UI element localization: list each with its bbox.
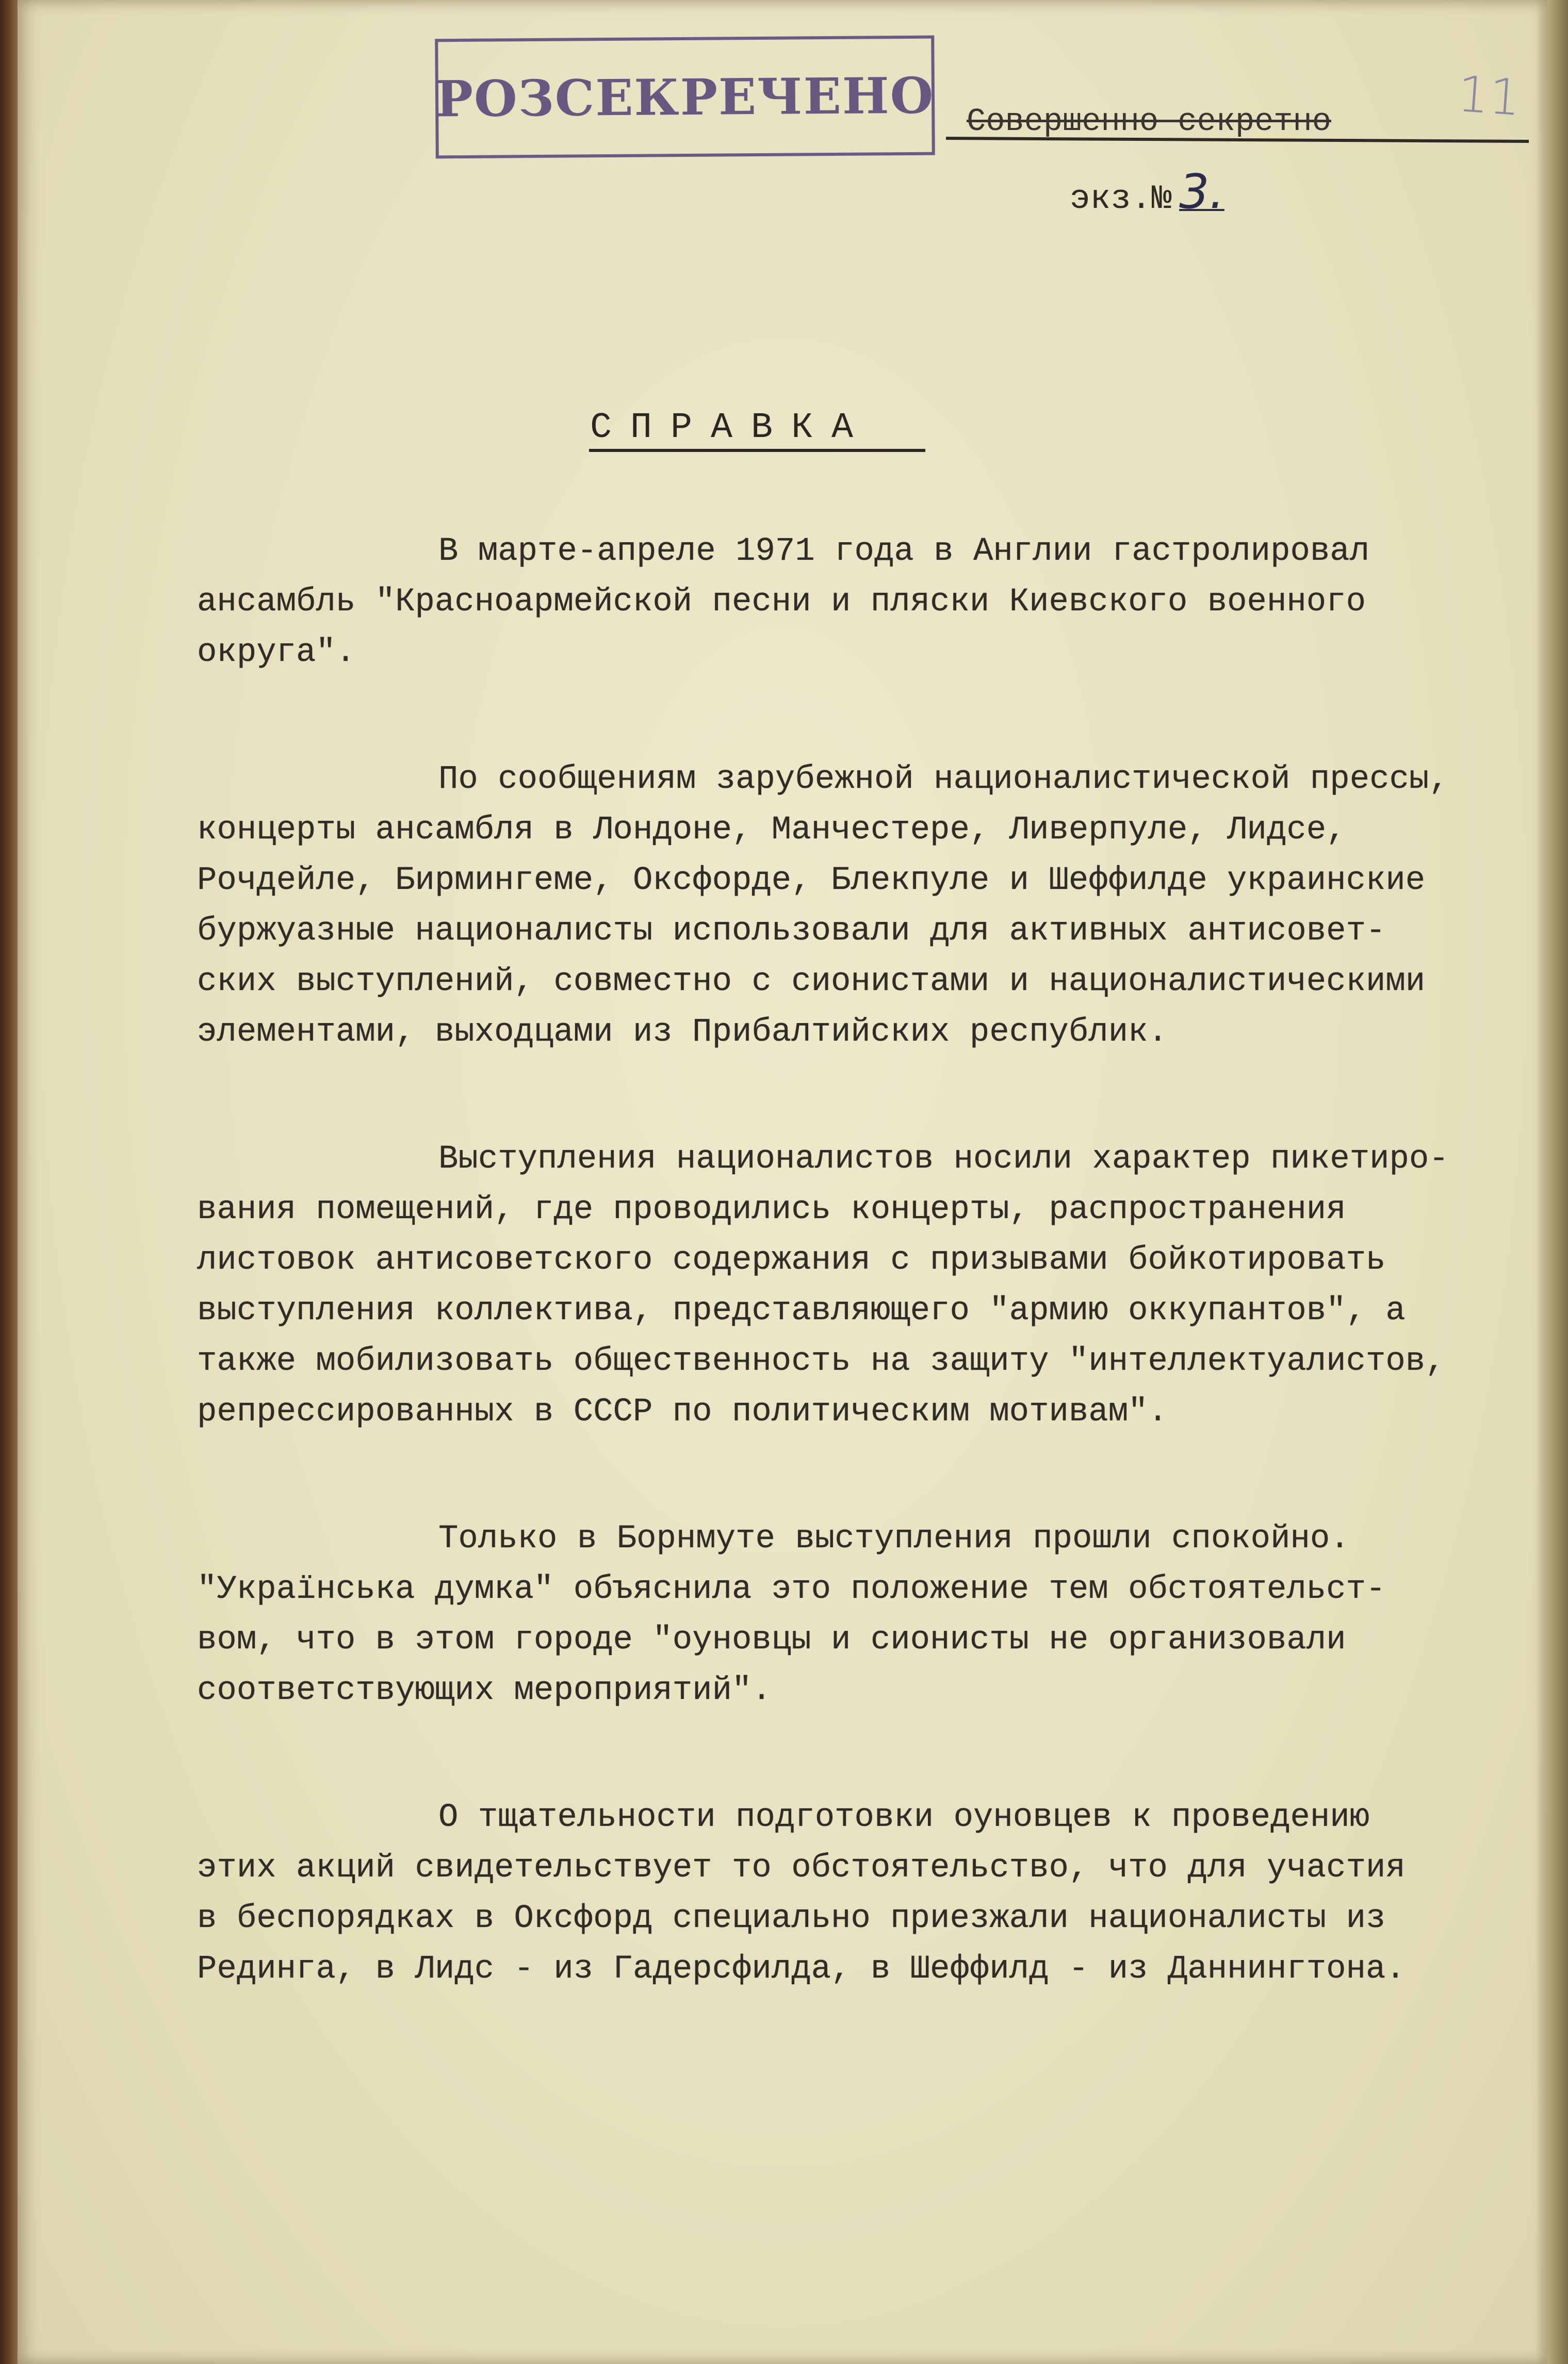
text-line: элементами, выходцами из Прибалтийских республик. <box>197 1014 1168 1051</box>
paragraph-5 <box>197 1792 1547 1995</box>
copy-label: экз.№ <box>1070 180 1172 218</box>
title-underline <box>589 449 925 452</box>
document-title: СПРАВКА <box>590 408 872 448</box>
text-line: Рединга, в Лидс - из Гадерсфилда, в Шеффилд - из Даннингтона. <box>197 1951 1406 1988</box>
paragraph-2 <box>197 754 1547 1058</box>
document-body <box>197 526 1547 2071</box>
text-line: Рочдейле, Бирмингеме, Оксфорде, Блекпуле и Шеффилде украинские <box>197 862 1426 899</box>
text-line: округа". <box>197 634 356 671</box>
text-line: выступления коллектива, представляющего "армию оккупантов", а <box>197 1292 1406 1330</box>
declassified-stamp <box>435 36 935 159</box>
paragraph-1 <box>197 526 1547 678</box>
binder-right-edge <box>1547 0 1568 2364</box>
binder-left-edge <box>0 0 18 2364</box>
text-line: концерты ансамбля в Лондоне, Манчестере, Ливерпуле, Лидсе, <box>197 812 1346 849</box>
stamp-text: РОЗСЕКРЕЧЕНО <box>435 66 935 128</box>
text-line: По сообщениям зарубежной националистической прессы, <box>438 761 1449 798</box>
copy-number-value: 3. <box>1179 164 1224 219</box>
text-line: также мобилизовать общественность на защиту "интеллектуалистов, <box>197 1343 1445 1380</box>
folio-number: 11 <box>1456 64 1523 127</box>
classification-label: Совершенно секретно <box>967 103 1331 140</box>
text-line: ансамбль "Красноармейской песни и пляски Киевского военного <box>197 584 1366 621</box>
document-page <box>18 0 1547 2364</box>
text-line: соответствующих мероприятий". <box>197 1672 772 1709</box>
text-line: буржуазные националисты использовали для активных антисовет- <box>197 913 1386 950</box>
text-line: Выступления националистов носили характер пикетиро- <box>438 1141 1449 1178</box>
text-line: листовок антисоветского содержания с призывами бойкотировать <box>197 1242 1386 1279</box>
text-line: репрессированных в СССР по политическим мотивам". <box>197 1394 1168 1431</box>
copy-number <box>1070 164 1224 219</box>
text-line: В марте-апреле 1971 года в Англии гастролировал <box>438 533 1370 570</box>
text-line: Только в Борнмуте выступления прошли спокойно. <box>438 1520 1350 1558</box>
text-line: О тщательности подготовки оуновцев к проведению <box>438 1799 1370 1836</box>
paragraph-4 <box>197 1514 1547 1716</box>
text-line: вания помещений, где проводились концерты, распространения <box>197 1191 1346 1228</box>
text-line: этих акций свидетельствует то обстоятельство, что для участия <box>197 1850 1406 1887</box>
paragraph-3 <box>197 1134 1547 1437</box>
text-line: ских выступлений, совместно с сионистами и националистическими <box>197 963 1426 1000</box>
text-line: в беспорядках в Оксфорд специально приезжали националисты из <box>197 1900 1386 1937</box>
text-line: "Українська думка" объяснила это положение тем обстоятельст- <box>197 1571 1386 1608</box>
text-line: вом, что в этом городе "оуновцы и сионисты не организовали <box>197 1622 1346 1659</box>
